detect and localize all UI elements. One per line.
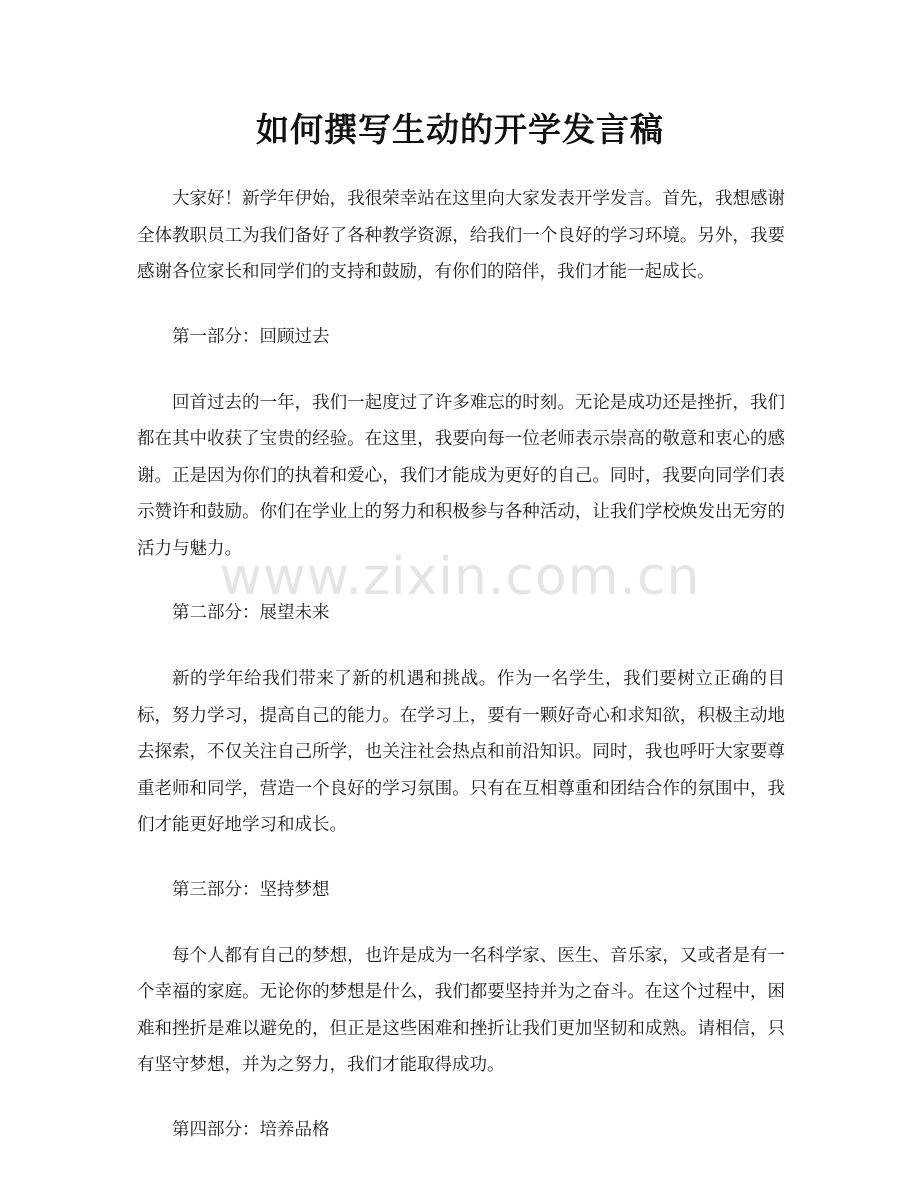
section-1-paragraph: 回首过去的一年，我们一起度过了许多难忘的时刻。无论是成功还是挫折，我们都在其中收获了宝贵的经验。在这里，我要向每一位老师表示崇高的敬意和衷心的感谢。正是因为你们的执着和爱心，我们才能成为更好的自己。同时，我要向同学们表示赞许和鼓励。你们在学业上的努力和积极参与各种活动，让我们学校焕发出无穷的活力与魅力。 xyxy=(137,392,785,559)
document-title: 如何撰写生动的开学发言稿 xyxy=(256,110,664,149)
section-2-paragraph: 新的学年给我们带来了新的机遇和挑战。作为一名学生，我们要树立正确的目标，努力学习，提高自己的能力。在学习上，要有一颗好奇心和求知欲，积极主动地去探索，不仅关注自己所学，也关注社会热点和前沿知识。同时，我也呼吁大家要尊重老师和同学，营造一个良好的学习氛围。只有在互相尊重和团结合作的氛围中，我们才能更好地学习和成长。 xyxy=(137,669,785,835)
intro-paragraph: 大家好！新学年伊始，我很荣幸站在这里向大家发表开学发言。首先，我想感谢全体教职员工为我们备好了各种教学资源，给我们一个良好的学习环境。另外，我要感谢各位家长和同学们的支持和鼓励，有你们的陪伴，我们才能一起成长。 xyxy=(137,189,785,282)
section-heading-3: 第三部分：坚持梦想 xyxy=(172,879,330,900)
section-heading-4: 第四部分：培养品格 xyxy=(172,1119,330,1140)
watermark: www.zixin.com.cn xyxy=(219,547,701,607)
document-body xyxy=(137,181,785,1178)
section-3-paragraph: 每个人都有自己的梦想，也许是成为一名科学家、医生、音乐家，又或者是有一个幸福的家庭。无论你的梦想是什么，我们都要坚持并为之奋斗。在这个过程中，困难和挫折是难以避免的，但正是这些困难和挫折让我们更加坚韧和成熟。请相信，只有坚守梦想，并为之努力，我们才能取得成功。 xyxy=(137,945,785,1075)
section-heading-2: 第二部分：展望未来 xyxy=(172,603,330,623)
section-heading-1: 第一部分：回顾过去 xyxy=(172,326,330,347)
